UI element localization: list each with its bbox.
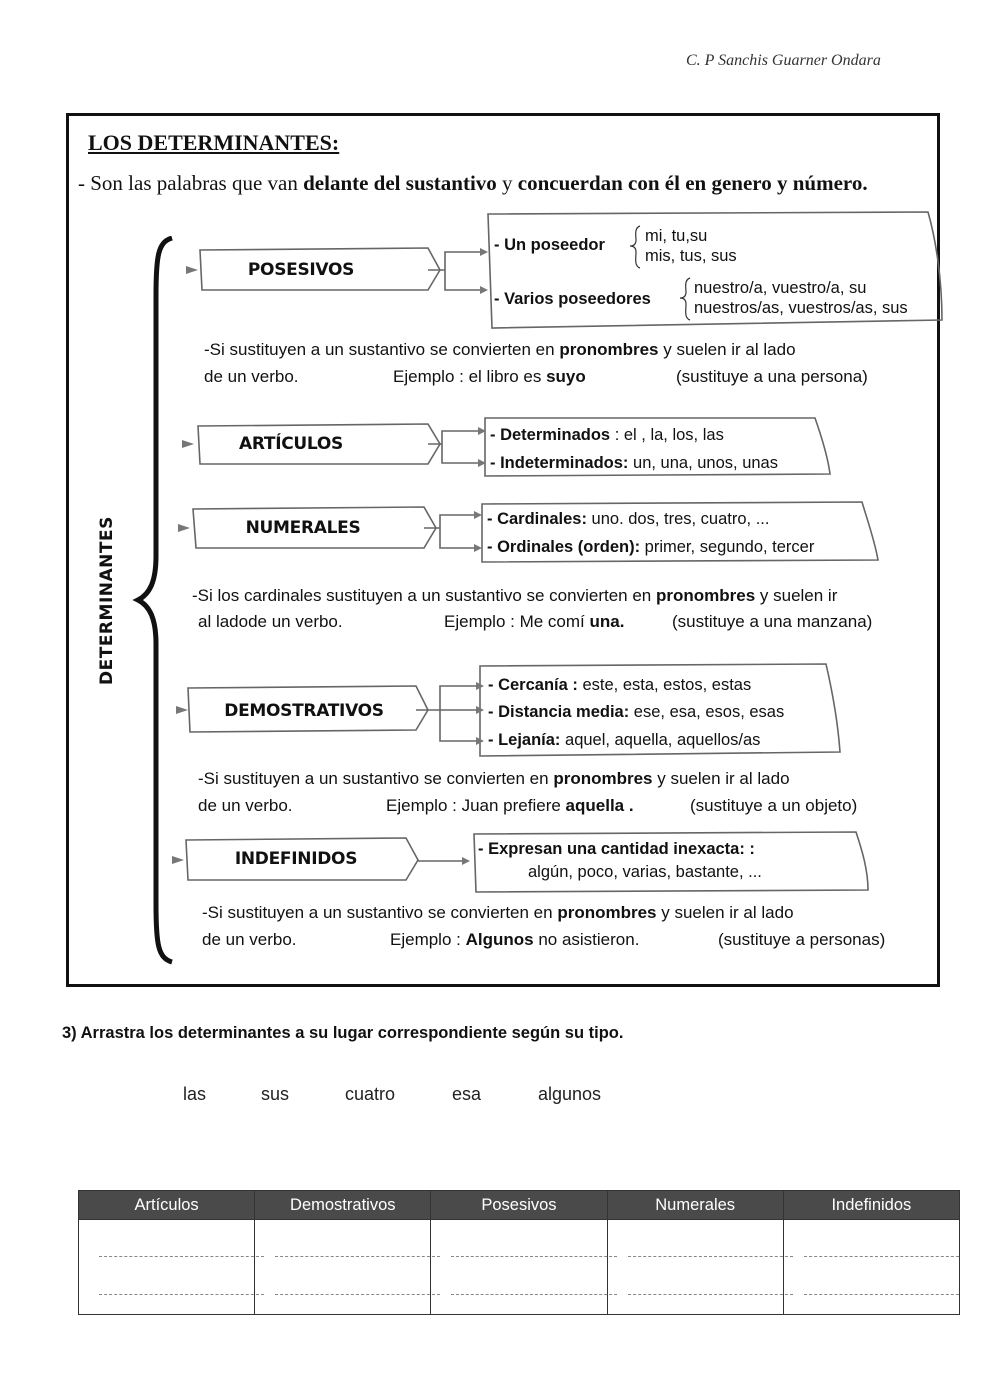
answer-table: [78, 1190, 960, 1315]
demostrativos-note-line1: -Si sustituyen a un sustantivo se convierten en pronombres y suelen ir al lado: [198, 769, 790, 788]
exercise-instruction: 3) Arrastra los determinantes a su lugar correspondiente según su tipo.: [62, 1024, 624, 1042]
numerales-note-line2a: al ladode un verbo.: [198, 612, 343, 631]
category-demostrativos: DEMOSTRATIVOS: [224, 701, 384, 721]
demostrativos-item-1: - Cercanía : este, esta, estos, estas: [488, 676, 752, 694]
draggable-word[interactable]: las: [183, 1084, 207, 1104]
posesivos-item-label: - Un poseedor: [494, 236, 605, 254]
posesivos-item-values-2: nuestro/a, vuestro/a, su nuestros/as, vuestros/as, sus: [694, 279, 908, 317]
posesivos-item-values: mi, tu,su mis, tus, sus: [645, 227, 737, 265]
category-articulos: ARTÍCULOS: [239, 434, 343, 454]
demostrativos-item-2: - Distancia media: ese, esa, esos, esas: [488, 703, 785, 721]
concept-map-title: LOS DETERMINANTES:: [88, 130, 340, 155]
category-numerales: NUMERALES: [245, 518, 361, 538]
drop-zone-articulos[interactable]: [79, 1220, 255, 1315]
indefinidos-note-line1: -Si sustituyen a un sustantivo se convierten en pronombres y suelen ir al lado: [202, 903, 794, 922]
numerales-item-2: - Ordinales (orden): primer, segundo, tercer: [487, 538, 815, 556]
articulos-item-1: - Determinados : el , la, los, las: [490, 426, 724, 444]
column-header-articulos: Artículos: [79, 1191, 255, 1220]
draggable-word[interactable]: algunos: [538, 1084, 602, 1104]
posesivos-note-line2c: (sustituye a una persona): [676, 367, 868, 386]
drop-zone-numerales[interactable]: [607, 1220, 783, 1315]
side-label-determinantes: DETERMINANTES: [97, 516, 117, 685]
posesivos-note-line1: -Si sustituyen a un sustantivo se convierten en pronombres y suelen ir al lado: [204, 340, 796, 359]
draggable-word[interactable]: esa: [452, 1084, 482, 1104]
posesivos-note-example: Ejemplo : el libro es suyo: [393, 367, 586, 386]
drop-zone-indefinidos[interactable]: [783, 1220, 959, 1315]
column-header-indefinidos: Indefinidos: [783, 1191, 959, 1220]
demostrativos-note-example: Ejemplo : Juan prefiere aquella .: [386, 796, 634, 815]
numerales-item-1: - Cardinales: uno. dos, tres, cuatro, ...: [487, 510, 770, 528]
indefinidos-item-values: algún, poco, varias, bastante, ...: [528, 863, 762, 881]
demostrativos-note-line2c: (sustituye a un objeto): [690, 796, 858, 815]
demostrativos-item-3: - Lejanía: aquel, aquella, aquellos/as: [488, 731, 761, 749]
articulos-item-2: - Indeterminados: un, una, unos, unas: [490, 454, 778, 472]
definition-text: - Son las palabras que van delante del sustantivo y concuerdan con él en genero y número.: [78, 171, 868, 195]
numerales-note-example: Ejemplo : Me comí una.: [444, 612, 625, 631]
category-posesivos: POSESIVOS: [247, 260, 355, 280]
indefinidos-note-example: Ejemplo : Algunos no asistieron.: [390, 930, 640, 949]
drop-zone-posesivos[interactable]: [431, 1220, 607, 1315]
small-brace-icon-2: [680, 278, 690, 320]
school-name: C. P Sanchis Guarner Ondara: [686, 52, 881, 69]
numerales-note-line2c: (sustituye a una manzana): [672, 612, 873, 631]
column-header-numerales: Numerales: [607, 1191, 783, 1220]
draggable-word[interactable]: cuatro: [345, 1084, 396, 1104]
draggable-word[interactable]: sus: [261, 1084, 290, 1104]
column-header-demostrativos: Demostrativos: [255, 1191, 431, 1220]
indefinidos-note-line2a: de un verbo.: [202, 930, 297, 949]
drop-zone-demostrativos[interactable]: [255, 1220, 431, 1315]
category-indefinidos: INDEFINIDOS: [234, 849, 358, 869]
posesivos-item-label-2: - Varios poseedores: [494, 290, 651, 308]
posesivos-arrows: [428, 252, 480, 290]
column-header-posesivos: Posesivos: [431, 1191, 607, 1220]
demostrativos-note-line2a: de un verbo.: [198, 796, 293, 815]
small-brace-icon: [630, 226, 640, 268]
indefinidos-item-label: - Expresan una cantidad inexacta: :: [478, 840, 755, 858]
indefinidos-note-line2c: (sustituye a personas): [718, 930, 886, 949]
posesivos-note-line2a: de un verbo.: [204, 367, 299, 386]
numerales-note-line1: -Si los cardinales sustituyen a un sustantivo se convierten en pronombres y suelen ir: [192, 586, 838, 605]
